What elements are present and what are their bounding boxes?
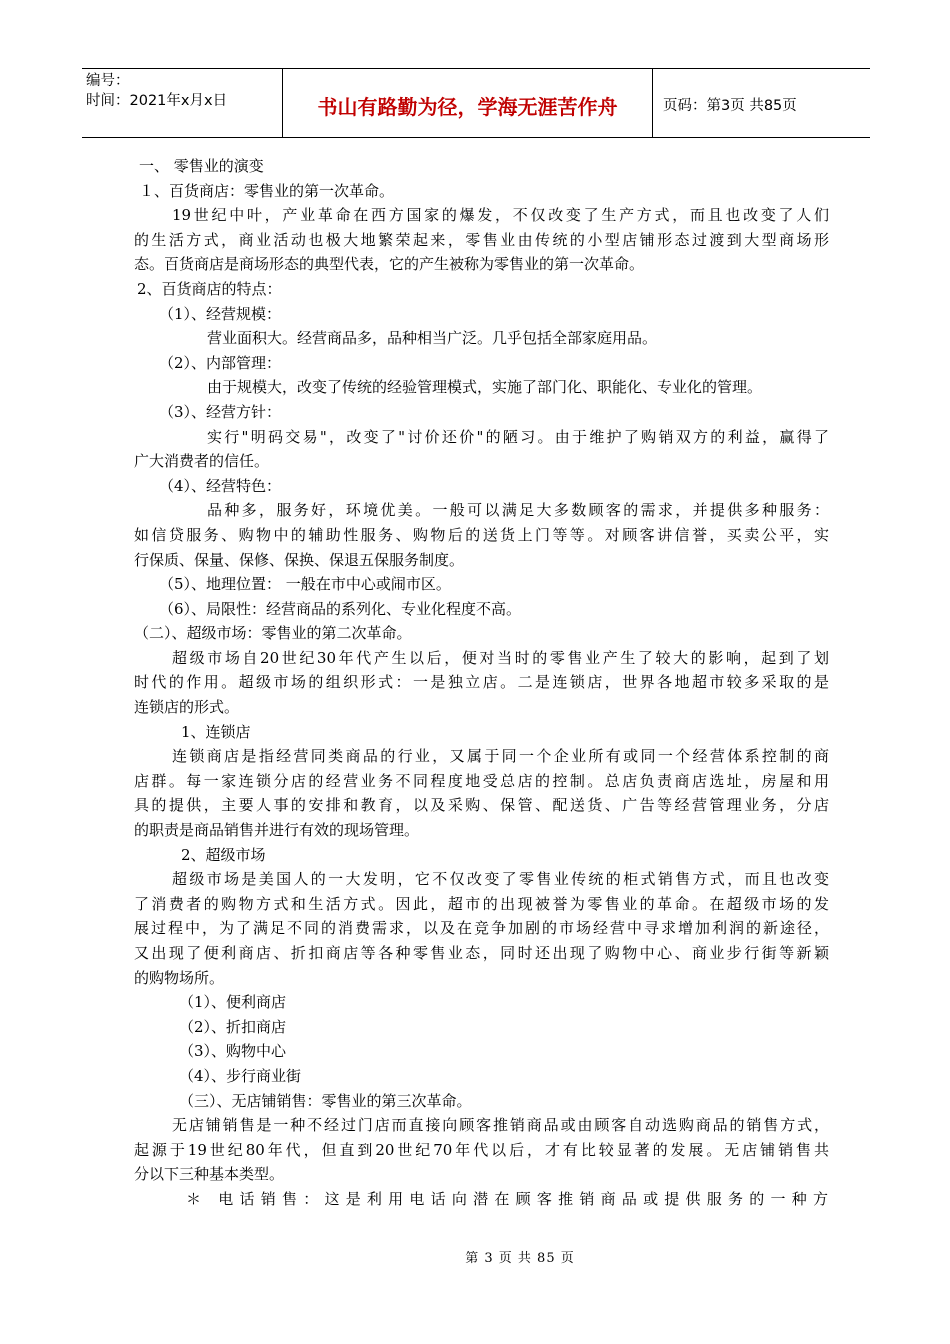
- paragraph-line: 又出现了便利商店、折扣商店等各种零售业态，同时还出现了购物中心、商业步行街等新颖: [134, 944, 829, 962]
- section-heading: 一、 零售业的演变: [139, 157, 264, 175]
- document-body: [134, 154, 829, 1212]
- list-item-heading: （2）、内部管理：: [159, 353, 282, 372]
- header-page-info: 页码：第3页 共85页: [663, 97, 797, 114]
- paragraph-line: 品种多，服务好，环境优美。一般可以满足大多数顾客的需求，并提供多种服务：: [207, 501, 829, 520]
- list-item: （3）、购物中心: [179, 1042, 287, 1061]
- paragraph-line: 超级市场自20世纪30年代产生以后，便对当时的零售业产生了较大的影响，起到了划: [172, 648, 829, 667]
- paragraph-line: 由于规模大，改变了传统的经验管理模式，实施了部门化、职能化、专业化的管理。: [207, 378, 763, 397]
- paragraph-line: 的购物场所。: [134, 968, 225, 987]
- paragraph-line: 具的提供，主要人事的安排和教育，以及采购、保管、配送货、广告等经营管理业务，分店: [134, 796, 829, 815]
- subsection-heading: （三）、无店铺销售：零售业的第三次革命。: [179, 1091, 472, 1110]
- subsection-heading: （二）、超级市场：零售业的第二次革命。: [134, 624, 412, 643]
- paragraph-line: 分以下三种基本类型。: [134, 1165, 285, 1184]
- subsection-heading: 2、超级市场: [181, 845, 266, 864]
- list-item: （4）、步行商业街: [179, 1066, 302, 1085]
- paragraph-line: 起源于19世纪80年代，但直到20世纪70年代以后，才有比较显著的发展。无店铺销售共: [134, 1140, 829, 1159]
- list-item: （1）、便利商店: [179, 993, 287, 1012]
- paragraph-line: 连锁商店是指经营同类商品的行业，又属于同一个企业所有或同一个经营体系控制的商: [172, 747, 829, 766]
- paragraph-line: 超级市场是美国人的一大发明，它不仅改变了零售业传统的柜式销售方式，而且也改变: [172, 870, 829, 889]
- paragraph-line: 19世纪中叶，产业革命在西方国家的爆发，不仅改变了生产方式，而且也改变了人们: [172, 206, 829, 225]
- list-item-heading: （1）、经营规模：: [159, 304, 282, 323]
- list-item-heading: （4）、经营特色：: [159, 476, 282, 495]
- paragraph-line: 行保质、保量、保修、保换、保退五保服务制度。: [134, 550, 465, 569]
- paragraph-line: 态。百货商店是商场形态的典型代表，它的产生被称为零售业的第一次革命。: [134, 255, 645, 274]
- paragraph-line: 的职责是商品销售并进行有效的现场管理。: [134, 821, 420, 840]
- page-header: [82, 68, 870, 138]
- subsection-heading: 1、连锁店: [181, 722, 251, 741]
- paragraph-line: 时代的作用。超级市场的组织形式：一是独立店。二是连锁店，世界各地超市较多采取的是: [134, 673, 829, 692]
- header-left: [82, 69, 282, 137]
- list-item-heading: （6）、局限性：经营商品的系列化、专业化程度不高。: [159, 599, 522, 618]
- paragraph-line: 实行"明码交易"，改变了"讨价还价"的陋习。由于维护了购销双方的利益，赢得了: [207, 427, 829, 446]
- paragraph-line: 的生活方式，商业活动也极大地繁荣起来，零售业由传统的小型店铺形态过渡到大型商场形: [134, 230, 829, 249]
- paragraph-line: 店群。每一家连锁分店的经营业务不同程度地受总店的控制。总店负责商店选址，房屋和用: [134, 771, 829, 790]
- header-motto: 书山有路勤为径，学海无涯苦作舟: [282, 69, 653, 137]
- list-item-heading: （3）、经营方针：: [159, 402, 282, 421]
- list-item-heading: （5）、地理位置： 一般在市中心或闹市区。: [159, 575, 451, 594]
- paragraph-line: 无店铺销售是一种不经过门店而直接向顾客推销商品或由顾客自动选购商品的销售方式，: [172, 1116, 829, 1135]
- subsection-heading: 2、百货商店的特点：: [137, 279, 282, 298]
- paragraph-line: 营业面积大。经营商品多，品种相当广泛。几乎包括全部家庭用品。: [207, 329, 658, 348]
- subsection-heading: １、百货商店：零售业的第一次革命。: [139, 181, 395, 200]
- paragraph-line: 连锁店的形式。: [134, 698, 240, 717]
- paragraph-line: ＊ 电话销售：这是利用电话向潜在顾客推销商品或提供服务的一种方: [186, 1189, 829, 1208]
- page-footer: 第 3 页 共 85 页: [465, 1251, 575, 1266]
- document-date: 时间：2021年x月x日: [86, 93, 228, 109]
- paragraph-line: 展过程中，为了满足不同的消费需求，以及在竞争加剧的市场经营中寻求增加利润的新途径，: [134, 919, 829, 938]
- document-number-label: 编号：: [86, 73, 130, 89]
- paragraph-line: 如信贷服务、购物中的辅助性服务、购物后的送货上门等等。对顾客讲信誉，买卖公平，实: [134, 525, 829, 544]
- paragraph-line: 了消费者的购物方式和生活方式。因此，超市的出现被誉为零售业的革命。在超级市场的发: [134, 894, 829, 913]
- list-item: （2）、折扣商店: [179, 1017, 287, 1036]
- paragraph-line: 广大消费者的信任。: [134, 452, 270, 471]
